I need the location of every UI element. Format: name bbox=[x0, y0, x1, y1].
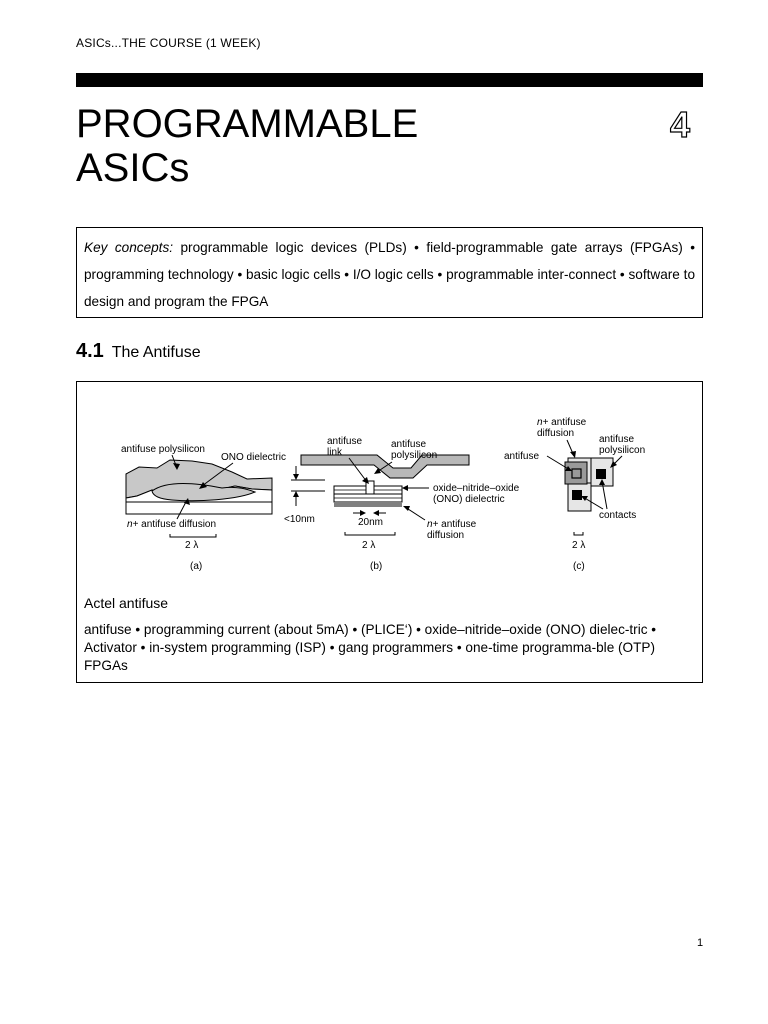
figure-a-scale: 2 λ bbox=[185, 540, 199, 551]
figure-b-poly-label-2: polysilicon bbox=[391, 450, 438, 461]
figure-b-width-label: 20nm bbox=[358, 517, 384, 528]
section-number: 4.1 bbox=[76, 340, 104, 362]
figure-b-scale: 2 λ bbox=[362, 540, 376, 551]
figure-b-thickness-label: <10nm bbox=[284, 514, 315, 525]
key-concepts-box bbox=[76, 227, 703, 318]
page-number: 1 bbox=[697, 937, 704, 949]
figure-c-scale: 2 λ bbox=[572, 540, 586, 551]
figure-c-poly-label-2: polysilicon bbox=[599, 445, 646, 456]
figure-c-contacts-label: contacts bbox=[599, 510, 637, 521]
figure-b-ono-label-2: (ONO) dielectric bbox=[433, 494, 505, 505]
figure-c-diffusion-prefix: n+ bbox=[537, 417, 549, 428]
figure-b-link-label-2: link bbox=[327, 447, 343, 458]
chapter-title-line2: ASICs bbox=[76, 146, 190, 190]
figure-b-diffusion-text: antifuse bbox=[438, 519, 477, 530]
figure-c-poly-label-1: antifuse bbox=[599, 434, 635, 445]
figure-a-diffusion-prefix: n+ bbox=[127, 519, 139, 530]
figure-c-diffusion-label-2: diffusion bbox=[537, 428, 575, 439]
key-concepts-label: Key concepts: bbox=[84, 240, 174, 255]
figure-b-diffusion-prefix: n+ bbox=[427, 519, 439, 530]
figure-a-panel-label: (a) bbox=[190, 561, 203, 572]
figure-b-ono-label-1: oxide–nitride–oxide bbox=[433, 483, 520, 494]
figure-a-ono-label: ONO dielectric bbox=[221, 452, 287, 463]
header-rule bbox=[76, 73, 703, 87]
figure-b-link-label-1: antifuse bbox=[327, 436, 363, 447]
figure-b-diffusion-label-1 bbox=[427, 519, 477, 530]
figure-c-panel-label: (c) bbox=[573, 561, 585, 572]
section-title: The Antifuse bbox=[111, 344, 201, 361]
running-header: ASICs...THE COURSE (1 WEEK) bbox=[76, 36, 261, 50]
figure-b-diffusion-label-2: diffusion bbox=[427, 530, 465, 541]
figure-a-drawing bbox=[126, 460, 272, 514]
figure-c-diffusion-text: antifuse bbox=[548, 417, 587, 428]
figure-caption: Actel antifuse bbox=[84, 595, 169, 611]
figure-c-diffusion-label-1 bbox=[537, 417, 587, 428]
chapter-title bbox=[76, 102, 418, 190]
figure-b-panel-label: (b) bbox=[370, 561, 383, 572]
figure-c-antifuse-label: antifuse bbox=[504, 451, 540, 462]
figure-a-polysilicon-label: antifuse polysilicon bbox=[121, 444, 205, 455]
figure-b-poly-label-1: antifuse bbox=[391, 439, 427, 450]
chapter-number: 4 bbox=[670, 104, 691, 145]
figure-a-diffusion-text: antifuse diffusion bbox=[138, 519, 217, 530]
section-heading bbox=[76, 340, 201, 363]
key-concepts-text: programmable logic devices (PLDs) • field-programmable gate arrays (FPGAs) • programming technology • basic logic cells • I/O logic cells • programmable inter-connect • software to design and program the FPGA bbox=[84, 240, 696, 309]
chapter-title-line1: PROGRAMMABLE bbox=[76, 102, 419, 146]
figure-keywords: antifuse • programming current (about 5mA) • (PLICE‘) • oxide–nitride–oxide (ONO) dielec-tric • Activator • in-system programming (ISP) • gang programmers • one-time programma-ble (OTP) FPGAs bbox=[84, 622, 657, 673]
figure-a-diffusion-label bbox=[127, 519, 216, 530]
